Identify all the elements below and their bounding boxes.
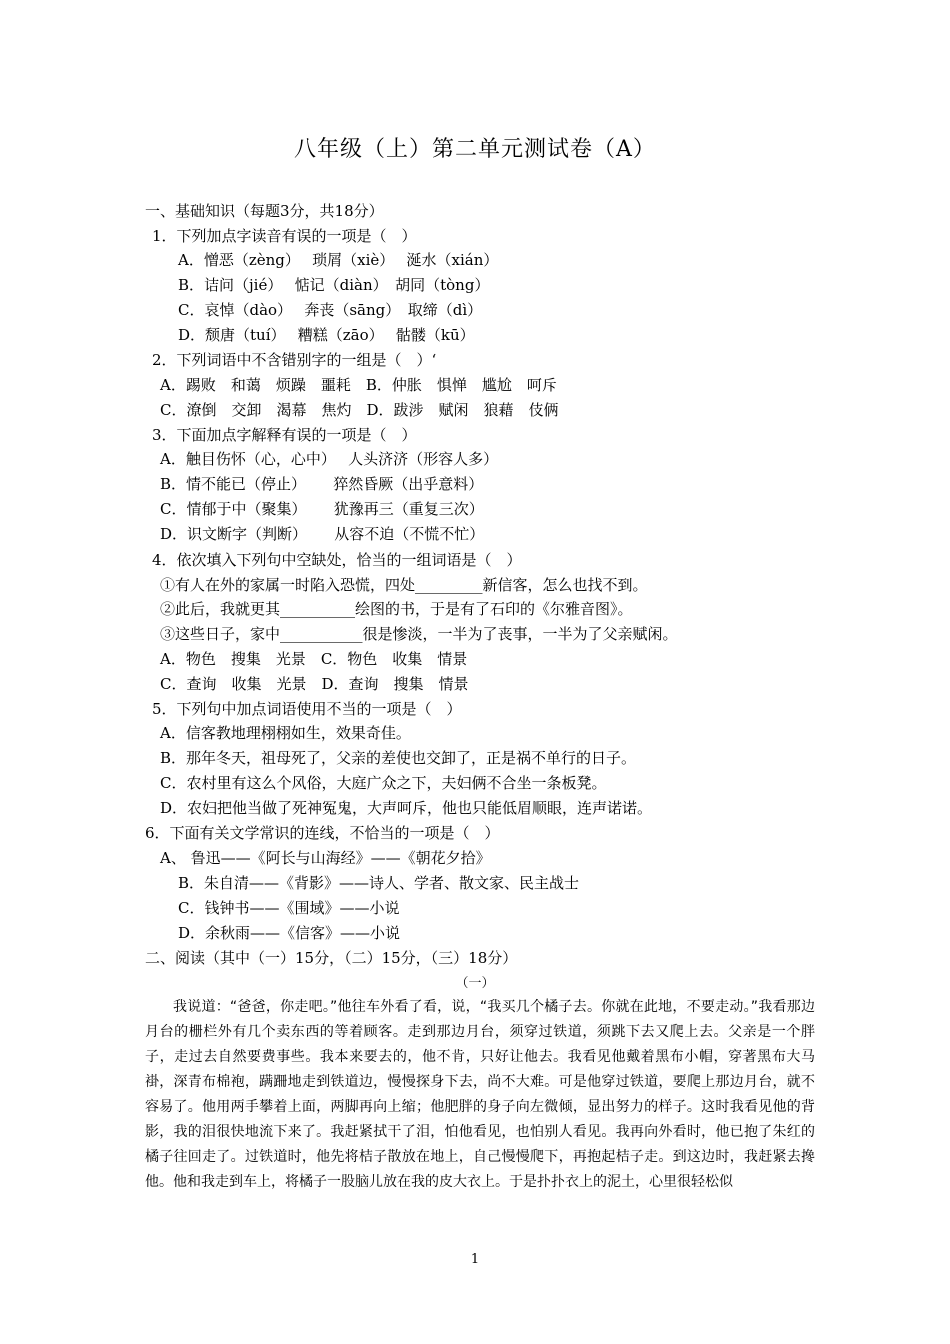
reading-subtitle: （一）	[455, 976, 495, 991]
answer-option: C．钱钟书——《围域》——小说	[178, 899, 400, 917]
answer-option: D．识文断字（判断） 从容不迫（不慌不忙）	[160, 525, 485, 543]
answer-option: C．哀悼（dào） 奔丧（sāng） 取缔（dì）	[178, 301, 483, 319]
answer-option: D．农妇把他当做了死神冤鬼，大声呵斥，他也只能低眉顺眼，连声诺诺。	[160, 799, 653, 817]
answer-option: C．潦倒 交卸 渴幕 焦灼 D．跋涉 赋闲 狼藉 伎俩	[160, 401, 559, 419]
answer-option: A．物色 搜集 光景 C．物色 收集 情景	[160, 650, 468, 668]
question: 4．依次填入下列句中空缺处，恰当的一组词语是（ ）	[152, 551, 522, 569]
answer-option: A．触目伤怀（心，心中） 人头济济（形容人多）	[160, 450, 499, 468]
question: 5．下列句中加点词语使用不当的一项是（ ）	[152, 700, 462, 718]
reading-passage	[145, 995, 815, 1195]
fill-blank-sentence: ③这些日子，家中___________很是惨淡，一半为了丧事，一半为了父亲赋闲。	[160, 625, 678, 643]
answer-option: D．颓唐（tuí） 糟糕（zāo） 骷髅（kū）	[178, 326, 475, 344]
section-heading: 二、阅读（其中（一）15分，（二）15分，（三）18分）	[145, 949, 518, 967]
answer-option: A、 鲁迅——《阿长与山海经》——《朝花夕拾》	[160, 849, 491, 867]
answer-option: B．那年冬天，祖母死了，父亲的差使也交卸了，正是祸不单行的日子。	[160, 749, 637, 767]
answer-option: B．情不能已（停止） 猝然昏厥（出乎意料）	[160, 475, 484, 493]
answer-option: C．农村里有这么个风俗，大庭广众之下，夫妇俩不合坐一条板凳。	[160, 774, 607, 792]
answer-option: A．憎恶（zèng） 琐屑（xiè） 涎水（xián）	[178, 251, 499, 269]
answer-option: A．信客教地理栩栩如生，效果奇佳。	[160, 724, 411, 742]
page-title: 八年级（上）第二单元测试卷（A）	[294, 137, 656, 162]
question: 3．下面加点字解释有误的一项是（ ）	[152, 426, 417, 444]
page-number: 1	[470, 1252, 480, 1267]
answer-option: D．余秋雨——《信客》——小说	[178, 924, 401, 942]
passage-text: 我说道：“爸爸，你走吧。”他往车外看了看，说，“我买几个橘子去。你就在此地，不要走动。”我看那边月台的栅栏外有几个卖东西的等着顾客。走到那边月台，须穿过铁道，须跳下去又爬上去。父亲是一个胖子，走过去自然要费事些。我本来要去的，他不肯，只好让他去。我看见他戴着黑布小帽，穿著黑布大马褂，深青布棉袍，蹒跚地走到铁道边，慢慢探身下去，尚不大难。可是他穿过铁道，要爬上那边月台，就不容易了。他用两手攀着上面，两脚再向上缩；他肥胖的身子向左微倾，显出努力的样子。这时我看见他的背影，我的泪很快地流下来了。我赶紧拭干了泪，怕他看见，也怕别人看见。我再向外看时，他已抱了朱红的橘子往回走了。过铁道时，他先将桔子散放在地上，自己慢慢爬下，再抱起桔子走。到这边时，我赶紧去搀他。他和我走到车上，将橘子一股脑儿放在我的皮大衣上。于是扑扑衣上的泥土，心里很轻松似	[145, 999, 815, 1190]
answer-option: C．查询 收集 光景 D．查询 搜集 情景	[160, 675, 469, 693]
fill-blank-sentence: ②此后，我就更其__________绘图的书，于是有了石印的《尔雅音图》。	[160, 600, 633, 618]
answer-option: B．朱自清——《背影》——诗人、学者、散文家、民主战士	[178, 874, 580, 892]
fill-blank-sentence: ①有人在外的家属一时陷入恐慌，四处_________新信客，怎么也找不到。	[160, 576, 648, 594]
answer-option: A．踢败 和蔼 烦躁 噩耗 B．仲胀 惧惮 尴尬 呵斥	[160, 376, 557, 394]
question: 1．下列加点字读音有误的一项是（ ）	[152, 227, 417, 245]
answer-option: C．情郁于中（聚集） 犹豫再三（重复三次）	[160, 500, 484, 518]
question: 6．下面有关文学常识的连线，不恰当的一项是（ ）	[145, 824, 500, 842]
question: 2．下列词语中不含错别字的一组是（ ）‘	[152, 351, 437, 369]
answer-option: B．诘问（jié） 惦记（diàn） 胡同（tòng）	[178, 276, 490, 294]
section-heading: 一、基础知识（每题3分，共18分）	[145, 202, 384, 220]
